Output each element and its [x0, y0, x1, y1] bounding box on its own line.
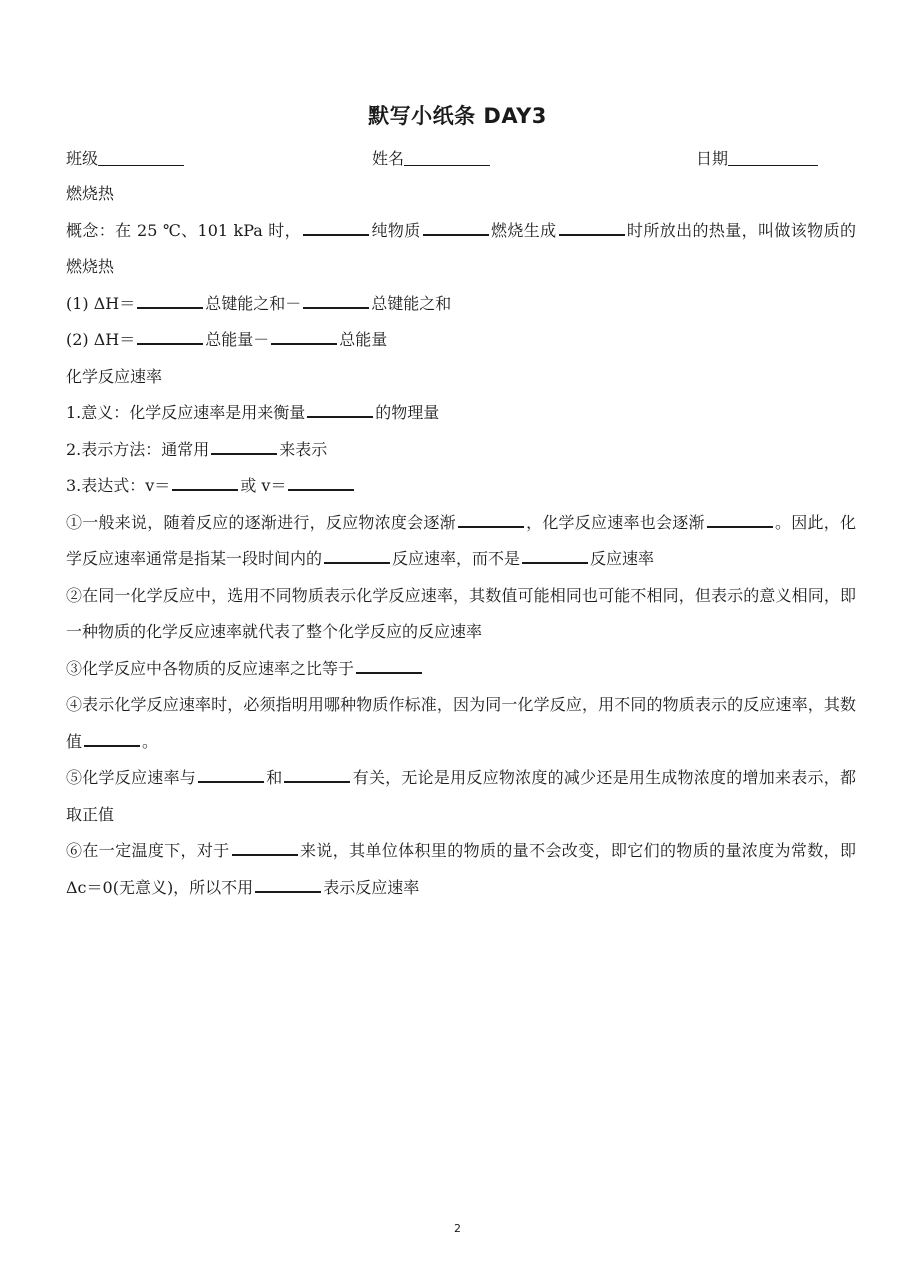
worksheet-content: [66, 176, 856, 906]
answer-blank[interactable]: [198, 780, 264, 783]
enthalpy-item-1: (1) ΔH＝ 总键能之和－ 总键能之和: [66, 293, 452, 313]
date-field: [696, 146, 818, 169]
note-2: ②在同一化学反应中，选用不同物质表示化学反应速率，其数值可能相同也可能不相同，但表示的意义相同，即一种物质的化学反应速率就代表了整个化学反应的反应速率: [66, 585, 856, 641]
date-blank[interactable]: [728, 164, 818, 166]
section-heading-rate: 化学反应速率: [66, 366, 163, 386]
class-field: [66, 146, 184, 169]
combustion-concept: 概念：在 25 ℃、101 kPa 时， 纯物质 燃烧生成 时所放出的热量，叫做该物质的燃烧热: [66, 220, 856, 276]
note-6: ⑥在一定温度下，对于 来说，其单位体积里的物质的量不会改变，即它们的物质的量浓度为常数，即Δc＝0(无意义)，所以不用 表示反应速率: [66, 841, 856, 897]
answer-blank[interactable]: [271, 342, 337, 345]
rate-item-1: 1.意义：化学反应速率是用来衡量 的物理量: [66, 403, 440, 422]
answer-blank[interactable]: [137, 342, 203, 345]
note-3: ③化学反应中各物质的反应速率之比等于: [66, 651, 856, 688]
answer-blank[interactable]: [356, 671, 422, 674]
answer-blank[interactable]: [303, 233, 369, 236]
answer-blank[interactable]: [307, 415, 373, 418]
class-blank[interactable]: [98, 164, 184, 166]
section-heading-combustion: 燃烧热: [66, 184, 115, 203]
page-title: 默写小纸条 DAY3: [368, 104, 547, 128]
class-label: 班级: [66, 149, 99, 168]
answer-blank[interactable]: [211, 452, 277, 455]
answer-blank[interactable]: [303, 306, 369, 309]
answer-blank[interactable]: [172, 488, 238, 491]
answer-blank[interactable]: [232, 853, 298, 856]
page-number: 2: [454, 1222, 461, 1235]
answer-blank[interactable]: [137, 306, 203, 309]
answer-blank[interactable]: [458, 525, 524, 528]
enthalpy-item-2: (2) ΔH＝ 总能量－ 总能量: [66, 330, 388, 349]
answer-blank[interactable]: [522, 561, 588, 564]
rate-item-3: 3.表达式：v＝ 或 v＝: [66, 468, 856, 505]
answer-blank[interactable]: [288, 488, 354, 491]
answer-blank[interactable]: [284, 780, 350, 783]
note-5: ⑤化学反应速率与 和 有关，无论是用反应物浓度的减少还是用生成物浓度的增加来表示，都取正值: [66, 768, 856, 824]
answer-blank[interactable]: [324, 561, 390, 564]
name-field: [372, 146, 490, 169]
date-label: 日期: [696, 149, 729, 168]
answer-blank[interactable]: [84, 744, 140, 747]
answer-blank[interactable]: [707, 525, 773, 528]
answer-blank[interactable]: [255, 890, 321, 893]
rate-item-2: 2.表示方法：通常用 来表示: [66, 439, 328, 459]
answer-blank[interactable]: [559, 233, 625, 236]
name-label: 姓名: [372, 149, 405, 168]
answer-blank[interactable]: [423, 233, 489, 236]
note-1: ①一般来说，随着反应的逐渐进行，反应物浓度会逐渐 ，化学反应速率也会逐渐 。因此，化学反应速率通常是指某一段时间内的 反应速率，而不是 反应速率: [66, 512, 856, 568]
note-4: ④表示化学反应速率时，必须指明用哪种物质作标准，因为同一化学反应，用不同的物质表示的反应速率，其数值 。: [66, 695, 856, 751]
name-blank[interactable]: [404, 164, 490, 166]
